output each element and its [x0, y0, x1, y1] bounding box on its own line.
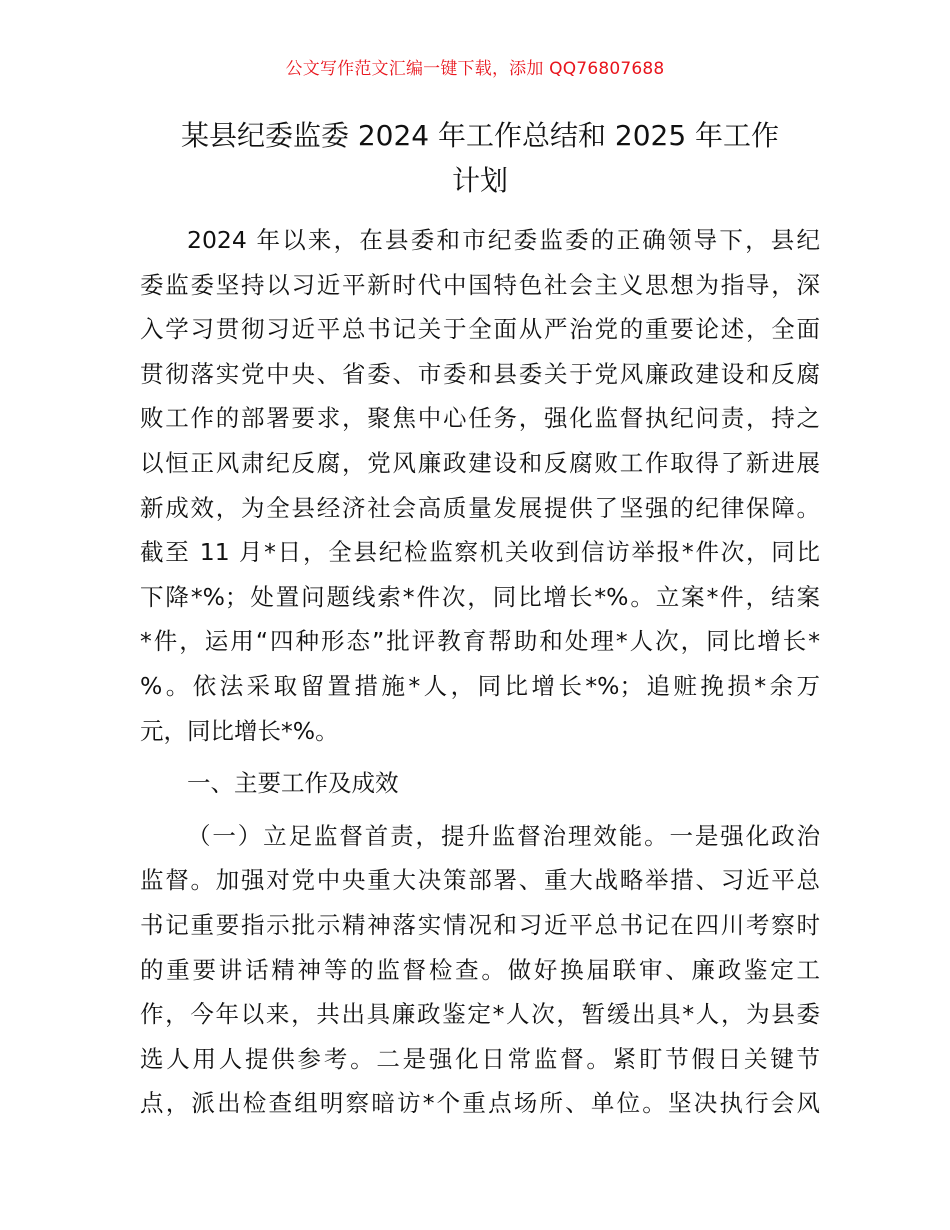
- paragraph-line: （一）立足监督首责，提升监督治理效能。一是强化政治: [187, 821, 820, 850]
- paragraph-line: 新成效，为全县经济社会高质量发展提供了坚强的纪律保障。: [140, 493, 820, 522]
- title-line: 某县纪委监委 2024 年工作总结和 2025 年工作: [180, 119, 780, 152]
- paragraph-line: 元，同比增长*%。: [140, 716, 339, 745]
- paragraph-line: %。依法采取留置措施*人，同比增长*%；追赃挽损*余万: [140, 671, 820, 700]
- download-banner: 公文写作范文汇编一键下载，添加 QQ76807688: [285, 59, 665, 79]
- paragraph-line: *件，运用“四种形态”批评教育帮助和处理*人次，同比增长*: [140, 627, 820, 656]
- paragraph-line: 作，今年以来，共出具廉政鉴定*人次，暂缓出具*人，为县委: [140, 1000, 820, 1029]
- section-heading: [140, 761, 820, 806]
- paragraph-line: 的重要讲话精神等的监督检查。做好换届联审、廉政鉴定工: [140, 955, 820, 984]
- intro-paragraph: [140, 218, 820, 753]
- subsection-paragraph: [140, 814, 820, 1126]
- paragraph-line: 2024 年以来，在县委和市纪委监委的正确领导下，县纪: [187, 226, 820, 254]
- paragraph-line: 贯彻落实党中央、省委、市委和县委关于党风廉政建设和反腐: [140, 359, 820, 388]
- paragraph-line: 点，派出检查组明察暗访*个重点场所、单位。坚决执行会风: [140, 1089, 820, 1118]
- document-body: [140, 218, 820, 1126]
- paragraph-line: 入学习贯彻习近平总书记关于全面从严治党的重要论述，全面: [140, 315, 820, 344]
- paragraph-line: 下降*%；处置问题线索*件次，同比增长*%。立案*件，结案: [140, 582, 820, 611]
- paragraph-line: 选人用人提供参考。二是强化日常监督。紧盯节假日关键节: [140, 1044, 820, 1073]
- paragraph-line: 截至 11 月*日，全县纪检监察机关收到信访举报*件次，同比: [140, 538, 820, 567]
- section-heading-text: 一、主要工作及成效: [187, 769, 399, 798]
- paragraph-line: 书记重要指示批示精神落实情况和习近平总书记在四川考察时: [140, 910, 820, 939]
- paragraph-line: 委监委坚持以习近平新时代中国特色社会主义思想为指导，深: [140, 270, 820, 299]
- paragraph-line: 监督。加强对党中央重大决策部署、重大战略举措、习近平总: [140, 866, 820, 895]
- paragraph-line: 以恒正风肃纪反腐，党风廉政建设和反腐败工作取得了新进展: [140, 448, 820, 477]
- title-line: 计划: [451, 163, 508, 197]
- paragraph-line: 败工作的部署要求，聚焦中心任务，强化监督执纪问责，持之: [140, 404, 820, 433]
- document-title: [140, 114, 820, 203]
